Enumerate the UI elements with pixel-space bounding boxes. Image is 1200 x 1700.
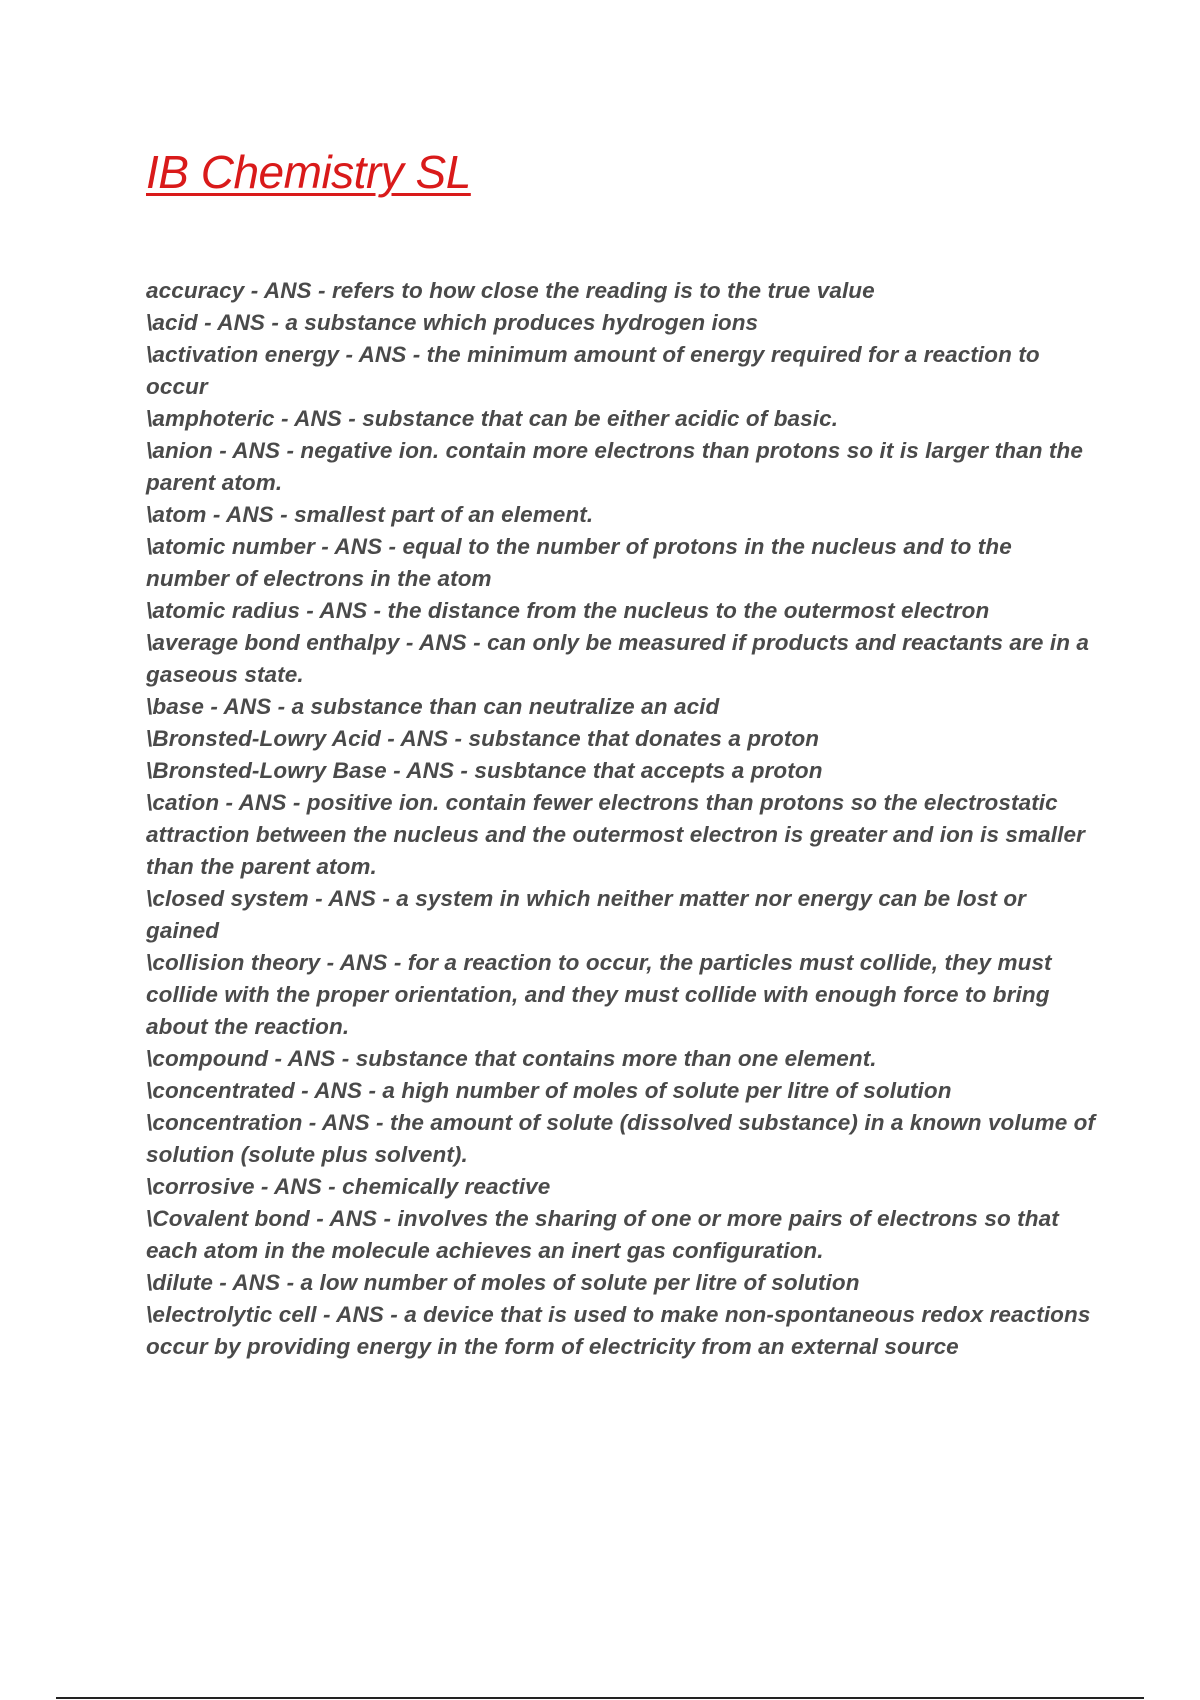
glossary-entry: \cation - ANS - positive ion. contain fewer electrons than protons so the electrostatic attraction between the nucleus and the outermost electron is greater and ion is smaller than the parent atom. [146,790,1085,879]
glossary-entry: \base - ANS - a substance than can neutralize an acid [146,694,720,719]
glossary-entry: accuracy - ANS - refers to how close the reading is to the true value [146,278,875,303]
glossary-entry: \corrosive - ANS - chemically reactive [146,1174,551,1199]
glossary-entry: \anion - ANS - negative ion. contain more electrons than protons so it is larger than the parent atom. [146,438,1083,495]
glossary-entry: \activation energy - ANS - the minimum amount of energy required for a reaction to occur [146,342,1040,399]
glossary-entry: \Covalent bond - ANS - involves the sharing of one or more pairs of electrons so that each atom in the molecule achieves an inert gas configuration. [146,1206,1059,1263]
glossary-entry: \acid - ANS - a substance which produces hydrogen ions [146,310,759,335]
glossary-list [146,275,1096,1363]
glossary-entry: \atomic number - ANS - equal to the number of protons in the nucleus and to the number of electrons in the atom [146,534,1012,591]
glossary-entry: \atomic radius - ANS - the distance from the nucleus to the outermost electron [146,598,990,623]
glossary-entry: \Bronsted-Lowry Acid - ANS - substance that donates a proton [146,726,820,751]
glossary-entry: \concentrated - ANS - a high number of moles of solute per litre of solution [146,1078,952,1103]
glossary-entry: \closed system - ANS - a system in which neither matter nor energy can be lost or gained [146,886,1027,943]
glossary-entry: \compound - ANS - substance that contains more than one element. [146,1046,877,1071]
glossary-entry: \amphoteric - ANS - substance that can be either acidic of basic. [146,406,839,431]
glossary-entry: \collision theory - ANS - for a reaction to occur, the particles must collide, they must collide with the proper orientation, and they must collide with enough force to bring about the reaction. [146,950,1052,1039]
glossary-entry: \electrolytic cell - ANS - a device that is used to make non-spontaneous redox reactions occur by providing energy in the form of electricity from an external source [146,1302,1091,1359]
glossary-entry: \atom - ANS - smallest part of an element. [146,502,594,527]
glossary-entry: \dilute - ANS - a low number of moles of solute per litre of solution [146,1270,860,1295]
glossary-entry: \average bond enthalpy - ANS - can only be measured if products and reactants are in a gaseous state. [146,630,1090,687]
page-title: IB Chemistry SL [146,146,471,198]
footer-divider [56,1697,1144,1699]
glossary-entry: \concentration - ANS - the amount of solute (dissolved substance) in a known volume of solution (solute plus solvent). [146,1110,1096,1167]
glossary-entry: \Bronsted-Lowry Base - ANS - susbtance that accepts a proton [146,758,823,783]
